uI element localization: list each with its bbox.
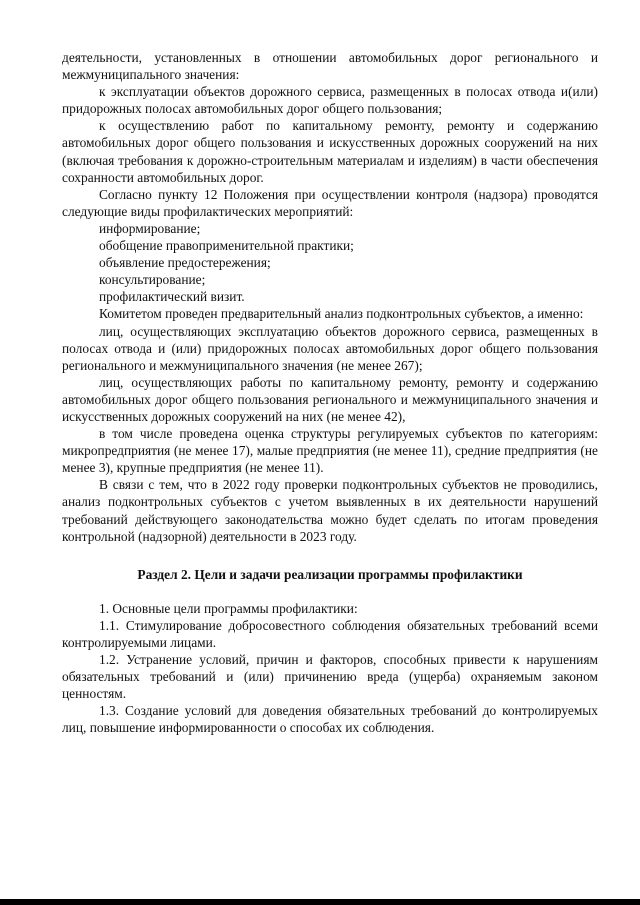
paragraph-goal-1-1: 1.1. Стимулирование добросовестного соблюдения обязательных требований всеми контролируемыми лицами. [62, 617, 598, 650]
list-item: объявление предостережения; [99, 255, 271, 271]
list-item: обобщение правоприменительной практики; [99, 238, 354, 254]
paragraph-structure-assessment: в том числе проведена оценка структуры регулируемых субъектов по категориям: микропредприятия (не менее 17), малые предприятия (не менее 11), средние предприятия (не менее 3), крупные предприятия (не менее 11). [62, 426, 598, 476]
list-item: профилактический визит. [99, 289, 245, 305]
paragraph-goal-1-2: 1.2. Устранение условий, причин и факторов, способных привести к нарушениям обязательных требований и (или) причинению вреда (ущерба) охраняемым законом ценностям. [62, 652, 598, 702]
paragraph-committee-analysis: Комитетом проведен предварительный анализ подконтрольных субъектов, а именно: [99, 306, 584, 322]
section-heading: Раздел 2. Цели и задачи реализации программы профилактики [137, 566, 523, 582]
list-item: консультирование; [99, 272, 206, 288]
measures-list [62, 220, 598, 305]
paragraph-repair-works: к осуществлению работ по капитальному ремонту, ремонту и содержанию автомобильных дорог общего пользования и искусственных дорожных сооружений на них (включая требования к дорожно-строительным материалам и изделиям) в части обеспечения сохранности автомобильных дорог. [62, 118, 598, 185]
paragraph-goal-1-3: 1.3. Создание условий для доведения обязательных требований до контролируемых лиц, повышение информированности о способах их соблюдения. [62, 703, 598, 736]
paragraph-repair-contractors: лиц, осуществляющих работы по капитальному ремонту, ремонту и содержанию автомобильных дорог общего пользования регионального и межмуниципального значения и искусственных дорожных сооружений на них (не менее 42), [62, 374, 598, 424]
paragraph-main-goals: 1. Основные цели программы профилактики: [99, 600, 358, 616]
scan-bottom-edge [0, 899, 640, 905]
paragraph-activity-scope: деятельности, установленных в отношении автомобильных дорог регионального и межмуниципального значения: [62, 50, 598, 83]
paragraph-service-operators: лиц, осуществляющих эксплуатацию объектов дорожного сервиса, размещенных в полосах отвода и (или) придорожных полосах автомобильных дорог общего пользования регионального и межмуниципального значения (не менее 267); [62, 323, 598, 373]
paragraph-prevention-types: Согласно пункту 12 Положения при осуществлении контроля (надзора) проводятся следующие виды профилактических мероприятий: [62, 186, 598, 219]
document-page [62, 49, 598, 737]
paragraph-no-inspections: В связи с тем, что в 2022 году проверки подконтрольных субъектов не проводились, анализ подконтрольных субъектов с учетом выявленных в их деятельности нарушений требований действующего законодательства можно будет сделать по итогам проведения контрольной (надзорной) деятельности в 2023 году. [62, 477, 598, 544]
paragraph-road-service: к эксплуатации объектов дорожного сервиса, размещенных в полосах отвода и(или) придорожных полосах автомобильных дорог общего пользования; [62, 84, 598, 117]
list-item: информирование; [99, 220, 201, 236]
